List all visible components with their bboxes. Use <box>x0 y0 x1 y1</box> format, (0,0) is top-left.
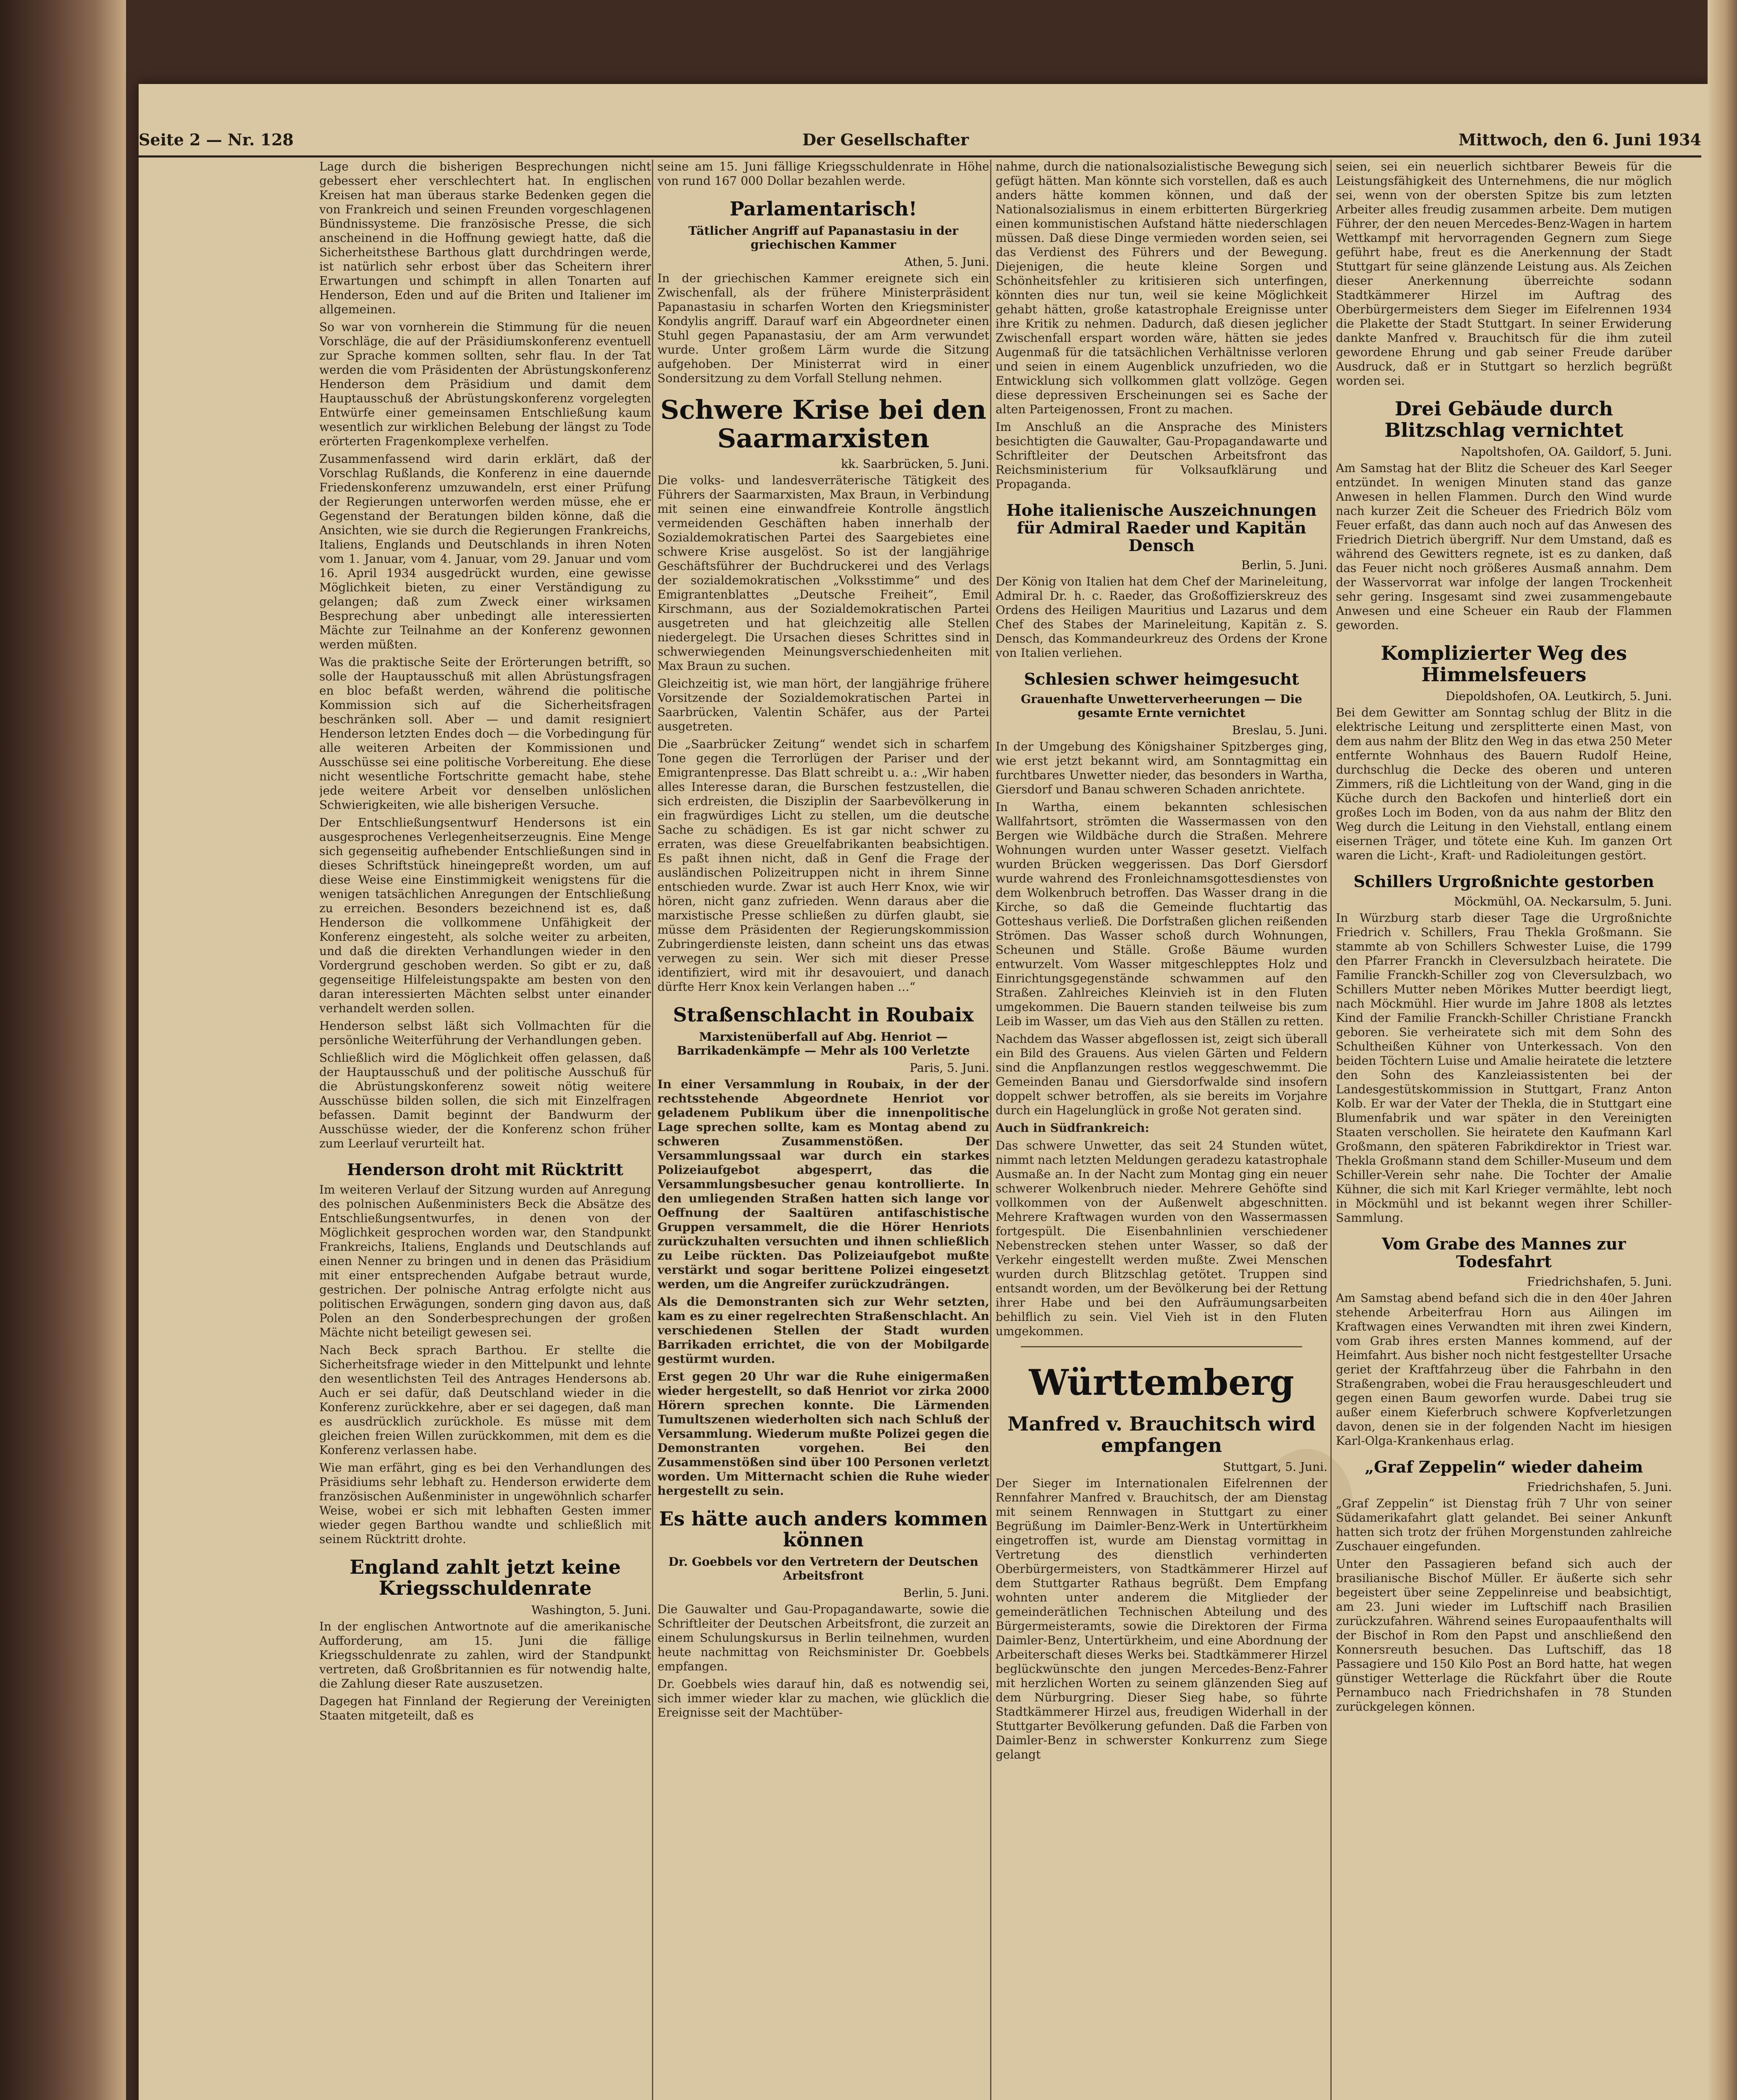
article-text: Die Gauwalter und Gau-Propagandawarte, sowie die Schriftleiter der Deutschen Arbeitsfront, die zurzeit an einem Schulungskursus in Berlin teilnehmen, wurden heute nachmittag von Reichsminister Dr. Goebbels empfangen. <box>657 1602 989 1673</box>
article-text: Nach Beck sprach Barthou. Er stellte die Sicherheitsfrage wieder in den Mittelpunkt und lehnte den wesentlichsten Teil des Antrages Hendersons ab. Auch er sei dafür, daß Deutschland wieder in die Konferenz zurückkehre, aber er sei dagegen, daß man es ausdrücklich zurückhole. Es müsse mit dem gleichen freien Willen zurückkommen, mit dem es die Konferenz verlassen habe. <box>319 1343 651 1457</box>
dateline: Paris, 5. Juni. <box>909 1060 989 1075</box>
column-2 <box>657 160 989 2100</box>
article-text: Der Entschließungsentwurf Hendersons ist ein ausgesprochenes Verlegenheitserzeugnis. Eine Menge sich gegenseitig aufhebender Entschließungen sind in dieses Schriftstück hineingepreßt worden, um auf diese Weise eine Einstimmigkeit wenigstens für die wenigen tatsächlichen Anregungen der Entschließung zu erreichen. Besonders bezeichnend ist es, daß Henderson die vollkommene Unfähigkeit der Konferenz eingesteht, als solche weiter zu arbeiten, und daß die direkten Verhandlungen wieder in den Vordergrund geschoben werden. So gibt er zu, daß gegenseitige Hilfeleistungspakte am besten von den daran interessierten Mächten selbst unter einander verhandelt werden sollen. <box>319 816 651 1015</box>
article-text: Wie man erfährt, ging es bei den Verhandlungen des Präsidiums sehr lebhaft zu. Henderson erwiderte dem französischen Außenminister in ungewöhnlich scharfer Weise, wobei er sich mit lebhaften Gesten immer wieder gegen Barthou wandte und schließlich mit seinem Rücktritt drohte. <box>319 1460 651 1546</box>
column-rule <box>990 160 991 2100</box>
article-text: In der englischen Antwortnote auf die amerikanische Aufforderung, am 15. Juni die fällige Kriegsschuldenrate zu zahlen, wird der Standpunkt vertreten, daß Großbritannien es für notwendig halte, die Zahlung dieser Rate auszusetzen. <box>319 1619 651 1690</box>
article-text: In der griechischen Kammer ereignete sich ein Zwischenfall, als der frühere Ministerpräsident Papanastasiu in scharfen Worten den Kriegsminister Kondylis angriff. Darauf warf ein Abgeordneter einen Stuhl gegen Papanastasiu, der am Arm verwundet wurde. Unter großem Lärm wurde die Sitzung aufgehoben. Der Ministerrat wird in einer Sondersitzung zu dem Vorfall Stellung nehmen. <box>657 271 989 385</box>
article-text: Schließlich wird die Möglichkeit offen gelassen, daß der Hauptausschuß und der politische Ausschuß für die Abrüstungskonferenz soweit nötig weitere Ausschüsse bilden sollen, die sich mit Einzelfragen befassen. Damit beginnt der Bandwurm der Ausschüsse wieder, der die Konferenz schon früher zum Leerlauf verurteilt hat. <box>319 1051 651 1150</box>
article-text: Der König von Italien hat dem Chef der Marineleitung, Admiral Dr. h. c. Raeder, das Großoffizierskreuz des Ordens des Heiligen Mauritius und Lazarus und dem Chef des Stabes der Marineleitung, Kapitän z. S. Densch, das Kommandeurkreuz des Ordens der Krone von Italien verliehen. <box>996 575 1327 660</box>
dateline: Breslau, 5. Juni. <box>1232 723 1327 738</box>
headline: Manfred v. Brauchitsch wird empfangen <box>1007 1412 1316 1457</box>
dateline: Friedrichshafen, 5. Juni. <box>1527 1480 1672 1494</box>
article-text: Unter den Passagieren befand sich auch der brasilianische Bischof Müller. Er äußerte sich sehr begeistert über seine Zeppelinreise und beabsichtigt, am 23. Juni wieder im Luftschiff nach Brasilien zurückzufahren. Während seines Europaaufenthalts will der Bischof in Rom den Papst und anschließend den Konnersreuth besuchen. Das Luftschiff, das 18 Passagiere und 150 Kilo Post an Bord hatte, hat wegen günstiger Wetterlage die Rückfahrt über die Route Pernambuco nach Friedrichshafen in 78 Stunden zurückgelegen können. <box>1336 1557 1672 1714</box>
article-text: seine am 15. Juni fällige Kriegsschuldenrate in Höhe von rund 167 000 Dollar bezahlen werde. <box>657 160 989 188</box>
article-text: nahme, durch die nationalsozialistische Bewegung sich gefügt hätten. Man könnte sich vorstellen, daß es auch anders hätte kommen können, und daß der Nationalsozialismus in einem erbitterten Bürgerkrieg einen kommunistischen Aufstand hätte niederschlagen müssen. Daß diese Dinge vermieden worden seien, sei das Verdienst des Führers und der Bewegung. Diejenigen, die heute kleine Sorgen und Schönheitsfehler zu kritisieren sich unterfingen, könnten dies nur tun, weil sie keine Möglichkeit gehabt hätten, große katastrophale Ereignisse unter ihre Kritik zu nehmen. Dadurch, daß diesen jeglicher Zwischenfall erspart worden wäre, hätten sie jedes Augenmaß für die tatsächlichen Verhältnisse verloren und seien in einem Augenblick unzufrieden, wo die Entwicklung sich vollkommen glatt vollzöge. Gegen diese depressiven Erscheinungen sei es Sache der alten Parteigenossen, Front zu machen. <box>996 160 1327 416</box>
article-text: Am Samstag abend befand sich die in den 40er Jahren stehende Arbeiterfrau Horn aus Ailingen im Kraftwagen eines Verwandten mit ihren zwei Kindern, vom Grab ihres ersten Mannes kommend, auf der Heimfahrt. Aus bisher noch nicht festgestellter Ursache geriet der Kraftfahrzeug über die Fahrbahn in den Straßengraben, wobei die Frau herausgeschleudert und gegen einen Baum geworfen wurde. Dabei trug sie außer einem Kieferbruch schwere Kopfverletzungen davon, denen sie in der folgenden Nacht im hiesigen Karl-Olga-Krankenhaus erlag. <box>1336 1291 1672 1448</box>
article-text: Im Anschluß an die Ansprache des Ministers besichtigten die Gauwalter, Gau-Propagandawarte und Schriftleiter der Deutschen Arbeitsfront das Reichsministerium für Volksaufklärung und Propaganda. <box>996 420 1327 491</box>
subheadline: Tätlicher Angriff auf Papanastasiu in der griechischen Kammer <box>688 223 959 252</box>
article-text: Gleichzeitig ist, wie man hört, der langjährige frühere Vorsitzende der Sozialdemokratischen Partei in Saarbrücken, Valentin Schäfer, aus der Partei ausgetreten. <box>657 676 989 733</box>
article-text: In Würzburg starb dieser Tage die Urgroßnichte Friedrich v. Schillers, Frau Thekla Großmann. Sie stammte ab von Schillers Schwester Luise, die 1799 den Pfarrer Franckh in Cleversulzbach heiratete. Die Familie Franckh-Schiller zog von Cleversulzbach, wo Schillers Mutter neben Mörikes Mutter beerdigt liegt, nach Möckmühl. Hier wurde im Jahre 1808 als letztes Kind der Familie Franckh-Schiller Christiane Franckh geboren. Sie verheiratete sich mit dem Sohn des Schultheißen Kühner von Unterkessach. Von den beiden Töchtern Luise und Amalie heiratete die letztere den Sohn des Kanzleiassistenten bei der Landesgestütskommission in Stuttgart, Franz Anton Kolb. Er war der Vater der Thekla, die in Stuttgart eine Blumenfabrik und war später in den Vereinigten Staaten verschollen. Sie heiratete den Kaufmann Karl Großmann, den späteren Fabrikdirektor in Triest war. Thekla Großmann stand dem Schiller-Museum und dem Schiller-Verein sehr nahe. Die Tochter der Amalie Kühner, die sich mit Karl Krieger vermählte, lebt noch in Möckmühl und ist bekannt wegen ihrer Schiller-Sammlung. <box>1336 911 1672 1225</box>
headline: Komplizierter Weg des Himmelsfeuers <box>1381 642 1627 686</box>
book-spine-edge <box>0 0 126 2100</box>
issue-date: Mittwoch, den 6. Juni 1934 <box>1458 130 1701 149</box>
subheadline: Dr. Goebbels vor den Vertretern der Deutschen Arbeitsfront <box>668 1554 978 1583</box>
dateline: Athen, 5. Juni. <box>904 255 989 269</box>
article-text: In einer Versammlung in Roubaix, in der der rechtsstehende Abgeordnete Henriot vor geladenem Publikum über die innenpolitische Lage sprechen sollte, kam es Montag abend zu schweren Zusammenstößen. Der Versammlungssaal war durch ein starkes Polizeiaufgebot abgesperrt, das die Versammlungsbesucher genau kontrollierte. In den umliegenden Straßen hatten sich lange vor Oeffnung der Saaltüren antifaschistische Gruppen versammelt, die die Hörer Henriots zurückzuhalten versuchten und ihnen schließlich zu Leibe rückten. Das Polizeiaufgebot mußte verstärkt und sogar berittene Polizei eingesetzt werden, um die Angreifer zurückzudrängen. <box>657 1077 989 1291</box>
article-text: Dagegen hat Finnland der Regierung der Vereinigten Staaten mitgeteilt, daß es <box>319 1694 651 1722</box>
article-text: Die volks- und landesverräterische Tätigkeit des Führers der Saarmarxisten, Max Braun, in Verbindung mit seinen eine einwandfreie Kontrolle ängstlich vermeidenden Geschäften haben innerhalb der Sozialdemokratischen Partei des Saargebietes eine schwere Krise ausgelöst. So ist der langjährige Geschäftsführer der Buchdruckerei und des Verlags der sozialdemokratischen „Volksstimme“ und des Emigrantenblattes „Deutsche Freiheit“, Emil Kirschmann, aus der Sozialdemokratischen Partei ausgetreten und hat gleichzeitig alle Stellen niedergelegt. Die Ursachen dieses Schrittes sind in schwerwiegenden Meinungsverschiedenheiten mit Max Braun zu suchen. <box>657 473 989 673</box>
article-text: In Wartha, einem bekannten schlesischen Wallfahrtsort, strömten die Wassermassen von den Bergen wie Wildbäche durch die Straßen. Mehrere Wohnungen wurden unter Wasser gesetzt. Vielfach wurden Brücken weggerissen. Das Dorf Giersdorf wurde wahrend des Fronleichnamsgottesdienstes von dem Wolkenbruch betroffen. Das Wasser drang in die Kirche, so daß die Gemeinde fluchtartig das Gotteshaus verließ. Die Dorfstraßen glichen reißenden Strömen. Das Wasser schoß durch Wohnungen, Scheunen und Ställe. Große Bäume wurden entwurzelt. Vom Wasser mitgeschlepptes Holz und Einrichtungsgegenstände schwammen auf den Straßen. Zahlreiches Kleinvieh ist in den Fluten umgekommen. Die Bauern standen teilweise bis zum Leib im Wasser, um das Vieh aus den Ställen zu retten. <box>996 800 1327 1029</box>
headline: Drei Gebäude durch Blitzschlag vernichtet <box>1384 397 1624 441</box>
headline: Schillers Urgroßnichte gestorben <box>1353 872 1654 891</box>
article-text: Der Sieger im Internationalen Eifelrennen der Rennfahrer Manfred v. Brauchitsch, der am Dienstag mit seinem Rennwagen in Stuttgart zu einer Begrüßung im Daimler-Benz-Werk in Untertürkheim eingetroffen ist, wurde am Dienstag vormittag in Vertretung des dienstlich verhinderten Oberbürgermeisters, von Stadtkämmerer Hirzel auf dem Stuttgarter Rathaus begrüßt. Dem Empfang wohnten unter anderem die Mitglieder der gemeinderätlichen Technischen Abteilung und des Bürgermeisteramts, sowie die Direktoren der Firma Daimler-Benz, Untertürkheim, und eine Abordnung der Arbeiterschaft dieses Werks bei. Stadtkämmerer Hirzel beglückwünschte den jungen Mercedes-Benz-Fahrer mit herzlichen Worten zu seinem glänzenden Sieg auf dem Nürburgring. Dieser Sieg habe, so führte Stadtkämmerer Hirzel aus, freudigen Widerhall in der Stuttgarter Bevölkerung gefunden. Daß die Farben von Daimler-Benz in schwerster Konkurrenz zum Siege gelangt <box>996 1476 1327 1762</box>
article-text: Als die Demonstranten sich zur Wehr setzten, kam es zu einer regelrechten Straßenschlacht. An verschiedenen Stellen der Stadt wurden Barrikaden errichtet, die von der Mobilgarde gestürmt wurden. <box>657 1294 989 1366</box>
subheadline: Grauenhafte Unwetterverheerungen — Die gesamte Ernte vernichtet <box>1021 692 1302 720</box>
article-text: Zusammenfassend wird darin erklärt, daß der Vorschlag Rußlands, die Konferenz in eine dauernde Friedenskonferenz umzuwandeln, erst einer Prüfung der Regierungen unterworfen werden müsse, ehe er Gegenstand der Beratungen bilden könne, daß die Ansichten, wie sie durch die Regierungen Frankreichs, Italiens, Englands und Deutschlands in ihren Noten vom 1. Januar, vom 4. Januar, vom 29. Januar und vom 16. April 1934 ausgedrückt wurden, eine gewisse Möglichkeit bieten, zu einer Verständigung zu gelangen; daß zum Zweck einer wirksamen Besprechung aber unbedingt alle interessierten Mächte zur Teilnahme an der Konferenz gewonnen werden müßten. <box>319 452 651 651</box>
article-text: Dr. Goebbels wies darauf hin, daß es notwendig sei, sich immer wieder klar zu machen, wie glücklich die Ereignisse seit der Machtüber- <box>657 1677 989 1719</box>
article-text: Erst gegen 20 Uhr war die Ruhe einigermaßen wieder hergestellt, so daß Henriot vor zirka 2000 Hörern sprechen konnte. Die Lärmenden Tumultszenen wiederholten sich nach Schluß der Versammlung. Wiederum mußte Polizei gegen die Demonstranten vorgehen. Bei den Zusammenstößen sind über 100 Personen verletzt worden. Um Mitternacht schien die Ruhe wieder hergestellt zu sein. <box>657 1369 989 1498</box>
section-title: Württemberg <box>1029 1362 1294 1404</box>
headline: Es hätte auch anders kommen können <box>659 1507 988 1551</box>
headline: „Graf Zeppelin“ wieder daheim <box>1364 1457 1643 1476</box>
dateline: kk. Saarbrücken, 5. Juni. <box>841 457 989 471</box>
headline: Hohe italienische Auszeichnungen für Admiral Raeder und Kapitän Densch <box>1006 501 1317 555</box>
dateline: Diepoldshofen, OA. Leutkirch, 5. Juni. <box>1445 689 1672 704</box>
headline: Schwere Krise bei den Saarmarxisten <box>660 394 986 454</box>
headline: England zahlt jetzt keine Kriegsschuldenrate <box>350 1555 621 1600</box>
dateline: Napoltshofen, OA. Gaildorf, 5. Juni. <box>1461 445 1672 459</box>
article-text: Die „Saarbrücker Zeitung“ wendet sich in scharfem Tone gegen die Terrorlügen der Pariser und der Emigrantenpresse. Das Blatt schreibt u. a.: „Wir haben alles Interesse daran, die Burschen festzustellen, die sich erdreisten, die Disziplin der Saarbevölkerung in ein fragwürdiges Licht zu stellen, um die deutsche Sache zu schädigen. Es ist gar nicht schwer zu erraten, was diese Greuelfabrikanten beabsichtigen. Es paßt ihnen nicht, daß in Genf die Frage der ausländischen Polizeitruppen nicht in ihrem Sinne entschieden wurde. Zwar ist auch Herr Knox, wie wir hören, nicht ganz zufrieden. Wenn daraus aber die marxistische Presse schließen zu dürfen glaubt, sie müsse dem Präsidenten der Regierungskommission Zubringerdienste leisten, dann scheint uns das etwas verwegen zu sein. Wer sich mit dieser Presse identifiziert, wird mit ihr desavouiert, und danach dürfte Herr Knox kein Verlangen haben …“ <box>657 737 989 994</box>
article-text: In der Umgebung des Königshainer Spitzberges ging, wie erst jetzt bekannt wird, am Sonntagmittag ein furchtbares Unwetter nieder, das besonders in Wartha, Giersdorf und Banau schweren Schaden anrichtete. <box>996 740 1327 797</box>
article-text: Lage durch die bisherigen Besprechungen nicht gebessert eher verschlechtert hat. In englischen Kreisen hat man überaus starke Bedenken gegen die von Frankreich und seinen Freunden vorgeschlagenen Bündnissysteme. Die französische Presse, die sich anscheinend in die Hoffnung gewiegt hatte, daß die Sicherheitsthese Barthous glatt durchdringen werde, ist natürlich sehr erbost über das Scheitern ihrer Erwartungen und schimpft in allen Tonarten auf Henderson, Eden und auf die Briten und Italiener im allgemeinen. <box>319 160 651 316</box>
dateline: Berlin, 5. Juni. <box>1241 558 1327 572</box>
dateline: Friedrichshafen, 5. Juni. <box>1527 1274 1672 1289</box>
column-1 <box>319 160 651 2100</box>
article-text: seien, sei ein neuerlich sichtbarer Beweis für die Leistungsfähigkeit des Unternehmens, die nur möglich sei, wenn von der obersten Spitze bis zum letzten Arbeiter alles freudig zusammen arbeite. Dem mutigen Führer, der den neuen Mercedes-Benz-Wagen in hartem Wettkampf mit hervorragenden Gegnern zum Siege geführt habe, freut es die Anerkennung der Stadt Stuttgart für seine glänzende Leistung aus. Als Zeichen dieser Anerkennung überreichte sodann Stadtkämmerer Hirzel im Auftrag des Oberbürgermeisters dem Sieger im Eifelrennen 1934 die Plakette der Stadt Stuttgart. In seiner Erwiderung dankte Manfred v. Brauchitsch für die ihm zuteil gewordene Ehrung und gab seiner Freude darüber Ausdruck, daß er in Stuttgart so herzlich begrüßt worden sei. <box>1336 160 1672 388</box>
article-text: Henderson selbst läßt sich Vollmachten für die persönliche Weiterführung der Verhandlungen geben. <box>319 1019 651 1047</box>
dateline: Möckmühl, OA. Neckarsulm, 5. Juni. <box>1454 895 1672 909</box>
article-text: So war von vornherein die Stimmung für die neuen Vorschläge, die auf der Präsidiumskonferenz eventuell zur Sprache kommen sollten, sehr flau. In der Tat werden die vom Präsidenten der Abrüstungskonferenz Henderson dem Präsidium und damit dem Hauptausschuß der Abrüstungskonferenz vorgelegten Entwürfe einer gemeinsamen Entschließung kaum wesentlich zur wirklichen Belebung der längst zu Tode erörterten Fragenkomplexe verhelfen. <box>319 320 651 448</box>
next-page-edge <box>1708 0 1737 2100</box>
article-text: Bei dem Gewitter am Sonntag schlug der Blitz in die elektrische Leitung und zersplitterte einen Mast, von dem aus nahm der Blitz den Weg in das etwa 250 Meter entfernte Wohnhaus des Bauern Rudolf Heine, durchschlug die Decke des oberen und unteren Zimmers, riß die Lichtleitung von der Wand, ging in die Küche durch den Backofen und hinterließ dort ein großes Loch im Boden, von da aus nahm der Blitz den Weg durch die Leitung in den Viehstall, entlang einem eisernen Träger, und tötete eine Kuh. Im ganzen Ort waren die Licht-, Kraft- und Radioleitungen gestört. <box>1336 706 1672 863</box>
dateline: Berlin, 5. Juni. <box>903 1586 989 1600</box>
headline: Henderson droht mit Rücktritt <box>347 1160 623 1179</box>
article-text: Im weiteren Verlauf der Sitzung wurden auf Anregung des polnischen Außenministers Beck die Absätze des Entschließungsentwurfes, in denen von der Möglichkeit gesprochen worden war, den Standpunkt Frankreichs, Italiens, Englands und Deutschlands auf einen Nenner zu bringen und in denen das Präsidium mit einer entsprechenden Aufgabe betraut wurde, gestrichen. Der polnische Antrag erfolgte nicht aus politischen Erwägungen, sondern ging davon aus, daß Polen an den Sonderbesprechungen der großen Mächte nicht beteiligt gewesen sei. <box>319 1182 651 1339</box>
subheading: Auch in Südfrankreich: <box>996 1121 1149 1135</box>
page-header <box>139 130 1701 158</box>
section-divider <box>1021 1346 1302 1347</box>
subheadline: Marxistenüberfall auf Abg. Henriot — Barrikadenkämpfe — Mehr als 100 Verletzte <box>677 1029 970 1058</box>
article-text: „Graf Zeppelin“ ist Dienstag früh 7 Uhr von seiner Südamerikafahrt glatt gelandet. Bei seiner Ankunft hatten sich trotz der frühen Morgenstunden zahlreiche Zuschauer eingefunden. <box>1336 1496 1672 1553</box>
article-text: Das schwere Unwetter, das seit 24 Stunden wütet, nimmt nach letzten Meldungen geradezu katastrophale Ausmaße an. In der Nacht zum Montag ging ein neuer schwerer Wolkenbruch nieder. Mehrere Gehöfte sind vollkommen von der Außenwelt abgeschnitten. Mehrere Kraftwagen wurden von den Wassermassen fortgespült. Die Eisenbahnlinien verschiedener Nebenstrecken stehen unter Wasser, so daß der Verkehr eingestellt werden mußte. Zwei Menschen wurden durch Blitzschlag getötet. Truppen sind entsandt worden, um der Bevölkerung bei der Rettung ihrer Habe und bei den Aufräumungsarbeiten behilflich zu sein. Viel Vieh ist in den Fluten umgekommen. <box>996 1139 1327 1339</box>
column-4 <box>1336 160 1672 2100</box>
column-rule <box>1330 160 1332 2100</box>
dateline: Washington, 5. Juni. <box>531 1603 651 1617</box>
headline: Parlamentarisch! <box>729 197 917 220</box>
article-text: Nachdem das Wasser abgeflossen ist, zeigt sich überall ein Bild des Grauens. Aus vielen Gärten und Feldern sind die Anpflanzungen restlos weggeschwemmt. Die Gemeinden Banau und Giersdorfwalde sind insofern doppelt schwer betroffen, als sie bereits im Vorjahre durch ein Hagelunglück in große Not geraten sind. <box>996 1032 1327 1118</box>
article-text: Was die praktische Seite der Erörterungen betrifft, so solle der Hauptausschuß mit allen Abrüstungsfragen en bloc befaßt werden, während die politische Kommission sich auf die Sicherheitsfragen beschränken soll. Aber — und damit resigniert Henderson letzten Endes doch — die Vorbedingung für alle weiteren Arbeiten der Kommissionen und Ausschüsse sei eine politische Vorbereitung. Ehe diese nicht wesentliche Fortschritte gemacht habe, stehe jede weitere Arbeit vor denselben unlöslichen Schwierigkeiten, wie alle bisherigen Versuche. <box>319 655 651 812</box>
dateline: Stuttgart, 5. Juni. <box>1223 1460 1327 1474</box>
headline: Straßenschlacht in Roubaix <box>673 1003 974 1026</box>
headline: Schlesien schwer heimgesucht <box>1024 669 1299 689</box>
page-number: Seite 2 — Nr. 128 <box>139 130 294 149</box>
article-text: Am Samstag hat der Blitz die Scheuer des Karl Seeger entzündet. In wenigen Minuten stand das ganze Anwesen in hellen Flammen. Durch den Wind wurde nach kurzer Zeit die Scheuer des Friedrich Bölz vom Feuer erfaßt, das dann auch noch auf das Anwesen des Friedrich Dietrich übergriff. Nur dem Umstand, daß es während des Gewitters regnete, ist es zu danken, daß das Feuer nicht noch größeres Ausmaß annahm. Dem der Wasservorrat war infolge der langen Trockenheit sehr gering. Insgesamt sind zwei zusammengebaute Anwesen und eine Scheuer ein Raub der Flammen geworden. <box>1336 461 1672 633</box>
column-rule <box>652 160 653 2100</box>
headline: Vom Grabe des Mannes zur Todesfahrt <box>1382 1234 1626 1271</box>
column-3 <box>996 160 1327 2100</box>
newspaper-title: Der Gesellschafter <box>802 130 969 149</box>
